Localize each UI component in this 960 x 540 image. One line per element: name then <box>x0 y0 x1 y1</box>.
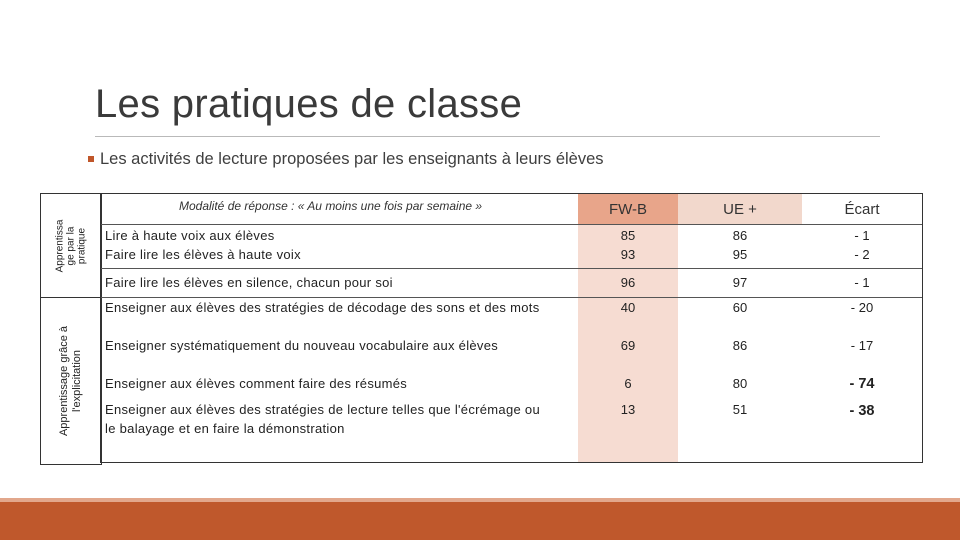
side-label-pratique-text: Apprentissa ge par la pratique <box>54 219 88 273</box>
table-row-ue: 51 <box>732 402 748 417</box>
table-row-label: Faire lire les élèves en silence, chacun pour soi <box>105 275 393 290</box>
table-row-ecart: - 20 <box>850 300 874 315</box>
table-row-ecart: - 17 <box>850 338 874 353</box>
table-row-ecart: - 1 - 2 <box>854 228 870 262</box>
table-row-label: Lire à haute voix aux élèves Faire lire les élèves à haute voix <box>105 228 301 262</box>
header-ue: UE + <box>723 201 757 218</box>
table-row-fwb: 13 <box>620 402 636 417</box>
side-label-explicitation-text: Apprentissage grâce à l'explicitation <box>58 325 83 437</box>
header-fwb: FW-B <box>608 201 648 218</box>
group-divider-1 <box>101 268 922 269</box>
results-table <box>100 193 923 463</box>
table-row-ue: 60 <box>732 300 748 315</box>
header-ecart: Écart <box>844 201 880 218</box>
bullet-point <box>88 150 604 169</box>
table-row-label: Enseigner aux élèves des stratégies de lecture telles que l'écrémage ou le balayage et en faire la démonstration <box>105 402 540 436</box>
table-row-ue: 86 95 <box>732 228 748 262</box>
table-row-label: Enseigner aux élèves des stratégies de décodage des sons et des mots <box>105 300 540 315</box>
table-row-ecart: - 38 <box>849 403 875 419</box>
footer-bar <box>0 498 960 540</box>
table-row-ue: 97 <box>732 275 748 290</box>
table-row-ecart: - 74 <box>849 376 875 392</box>
table-row-ue: 80 <box>732 376 748 391</box>
table-row-label: Enseigner systématiquement du nouveau vocabulaire aux élèves <box>105 338 499 353</box>
square-bullet-icon <box>88 156 94 162</box>
table-row-fwb: 6 <box>624 376 632 391</box>
table-row-fwb: 40 <box>620 300 636 315</box>
slide-title: Les pratiques de classe <box>95 82 523 126</box>
title-divider <box>95 136 880 137</box>
response-modality-note: Modalité de réponse : « Au moins une fois par semaine » <box>179 199 483 213</box>
table-row-fwb: 69 <box>620 338 636 353</box>
table-row-ue: 86 <box>732 338 748 353</box>
table-row-ecart: - 1 <box>854 275 870 290</box>
side-label-explicitation <box>40 297 102 465</box>
side-label-pratique <box>40 193 102 299</box>
header-divider <box>101 224 922 225</box>
table-row-fwb: 85 93 <box>620 228 636 262</box>
table-row-fwb: 96 <box>620 275 636 290</box>
bullet-text: Les activités de lecture proposées par les enseignants à leurs élèves <box>100 150 604 168</box>
table-row-label: Enseigner aux élèves comment faire des résumés <box>105 376 408 391</box>
